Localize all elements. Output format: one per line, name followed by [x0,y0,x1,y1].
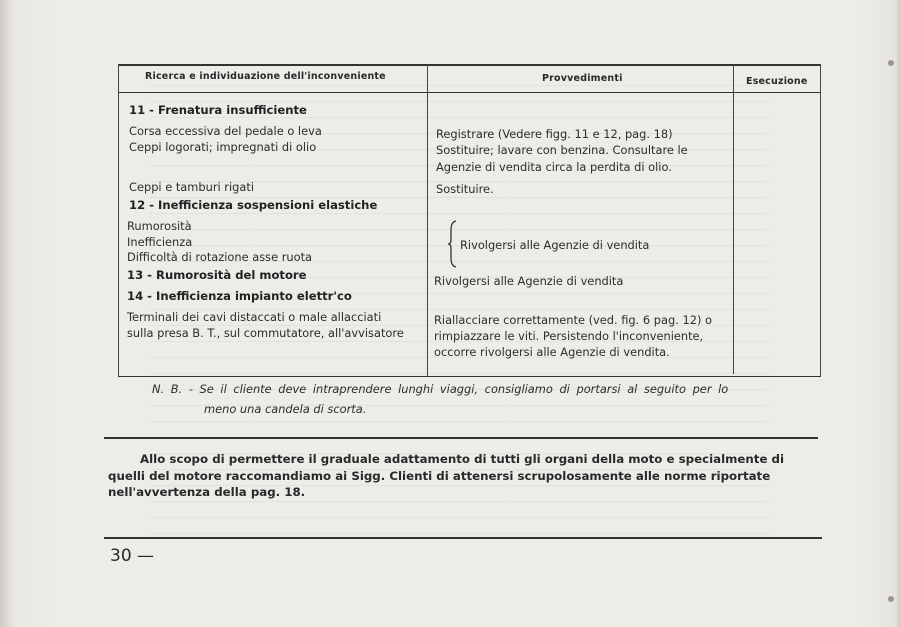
cause-line: Corsa eccessiva del pedale o leva [129,124,322,138]
section-rule [104,437,818,439]
paragraph-line: Allo scopo di permettere il graduale adattamento di tutti gli organi della moto e specialmente di [140,452,785,466]
table-left-border [118,64,119,376]
section-title-11: 11 - Frenatura insufficiente [129,103,307,117]
cause-line: Inefficienza [127,235,193,249]
cause-line: Difficoltà di rotazione asse ruota [127,250,313,264]
remedy-line: Riallacciare correttamente (ved. fig. 6 pag. 12) o [434,313,712,327]
paragraph-line: nell'avvertenza della pag. 18. [108,485,306,499]
header-remedy: Provvedimenti [542,73,623,84]
table-right-border [820,64,821,376]
body-paragraph [108,451,818,501]
table-bottom-rule [118,376,821,377]
cause-line: Terminali dei cavi distaccati o male allacciati [127,310,382,324]
brace-icon [448,220,458,268]
remedy-line: rimpiazzare le viti. Persistendo l'inconveniente, [434,329,704,343]
header-cause: Ricerca e individuazione dell'inconveniente [145,71,386,82]
binding-hole [888,60,894,66]
note-line: meno una candela di scorta. [204,402,367,416]
binding-hole [888,596,894,602]
remedy-line: Agenzie di vendita circa la perdita di olio. [436,160,672,174]
remedy-line: Rivolgersi alle Agenzie di vendita [434,274,624,288]
column-divider-2 [733,64,734,374]
note-line: N. B. - Se il cliente deve intraprendere lunghi viaggi, consigliamo di portarsi al seguito per lo [152,382,729,396]
header-bottom-rule [118,92,821,93]
section-title-12: 12 - Inefficienza sospensioni elastiche [129,198,378,212]
section-title-14: 14 - Inefficienza impianto elettr'co [127,289,352,303]
remedy-line: Sostituire. [436,182,494,196]
remedy-line: Rivolgersi alle Agenzie di vendita [460,238,650,252]
cause-line: Rumorosità [127,219,192,233]
section-title-13: 13 - Rumorosità del motore [127,268,307,282]
header-execution: Esecuzione [746,76,808,87]
paragraph-line: quelli del motore raccomandiamo ai Sigg. Clienti di attenersi scrupolosamente alle norme riportate [108,468,771,483]
column-divider-1 [427,64,428,376]
table-top-rule [118,64,821,66]
remedy-line: Sostituire; lavare con benzina. Consultare le [436,143,688,157]
footer-rule [104,537,822,539]
remedy-line: Registrare (Vedere figg. 11 e 12, pag. 18) [436,127,673,141]
cause-line: sulla presa B. T., sul commutatore, all'avvisatore [127,326,404,340]
remedy-line: occorre rivolgersi alle Agenzie di vendita. [434,345,670,359]
cause-line: Ceppi e tamburi rigati [129,180,254,194]
page-number: 30 — [110,546,155,566]
cause-line: Ceppi logorati; impregnati di olio [129,140,317,154]
